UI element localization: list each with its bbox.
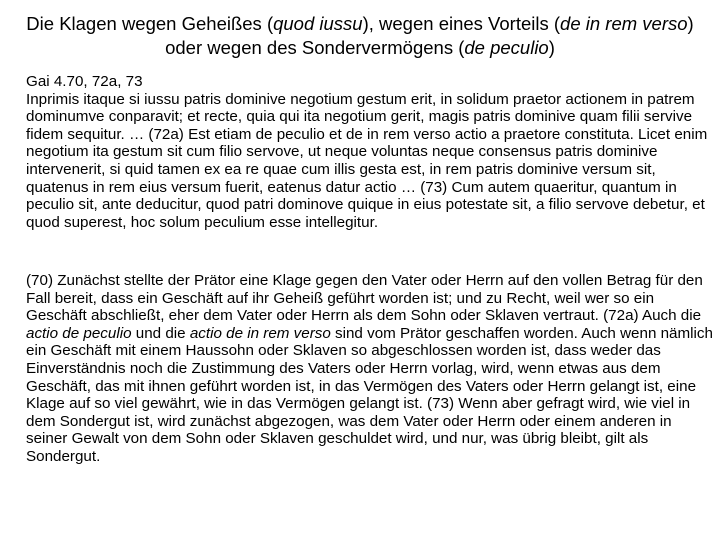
- german-text-1: (70) Zunächst stellte der Prätor eine Klage gegen den Vater oder Herrn auf den vollen Betrag für den Fall bereit, dass ein Geschäft auf ihr Geheiß geführt worden ist; und zu Recht, weil wer so ein Geschäft abschließt, eher dem Vater oder Herrn als dem Sohn oder Sklaven vertraut. (72a) Auch die: [26, 272, 703, 325]
- title-text-1: Die Klagen wegen Geheißes (: [26, 13, 274, 34]
- latin-reference: Gai 4.70, 72a, 73: [26, 73, 143, 90]
- german-term-actio-de-peculio: actio de peculio: [26, 324, 132, 342]
- title-text-3: ) oder wegen des Sondervermögens (: [165, 13, 694, 58]
- german-term-actio-de-in-rem-verso: actio de in rem verso: [189, 324, 331, 342]
- title-text-4: ): [548, 37, 555, 58]
- latin-source-text: [26, 73, 716, 231]
- title-term-de-in-rem-verso: de in rem verso: [560, 13, 688, 34]
- german-text-2: und die: [131, 324, 190, 342]
- slide-title: [20, 12, 700, 60]
- title-term-quod-iussu: quod iussu: [273, 13, 363, 34]
- german-text-3: sind vom Prätor geschaffen worden. Auch wenn nämlich ein Geschäft mit einem Haussohn oder Sklaven so abgeschlossen worden ist, dass weder das Einverständnis noch die Zustimmung des Vaters oder Herrn vorlag, wird, wenn etwas aus dem Geschäft, das mit ihnen geführt worden ist, in das Vermögen des Vaters oder Herrn gelangt ist, eine Klage auf so viel gewährt, wie in das Vermögen gelangt ist. (73) Wenn aber gefragt wird, wie viel in dem Sondergut ist, wird zunächst abgezogen, was dem Vater oder Herrn oder einem anderen in seiner Gewalt von dem Sohn oder Sklaven geschuldet wird, und nur, was übrig bleibt, gilt als Sondergut.: [26, 324, 713, 465]
- latin-body: Inprimis itaque si iussu patris dominive negotium gestum erit, in solidum praetor actionem in patrem dominumve conparavit; et recte, quia qui ita negotium gerit, magis patris dominive quam filii servive fidem sequitur. … (72a) Est etiam de peculio et de in rem verso actio a praetore constituta. Licet enim negotium ita gestum sit cum filio servove, ut neque voluntas neque consensus patris dominive intervenerit, si quid tamen ex ea re quae cum illis gesta est, in rem patris dominive versum sit, quatenus in rem eius versum fuerit, eatenus datur actio … (73) Cum autem quaeritur, quantum in peculio sit, ante deducitur, quod patri dominove quique in eius potestate sit, a filio servove debetur, et quod superest, hoc solum peculium esse intellegitur.: [26, 90, 708, 231]
- german-translation: [26, 272, 716, 466]
- title-text-2: ), wegen eines Vorteils (: [362, 13, 561, 34]
- title-term-de-peculio: de peculio: [464, 37, 549, 58]
